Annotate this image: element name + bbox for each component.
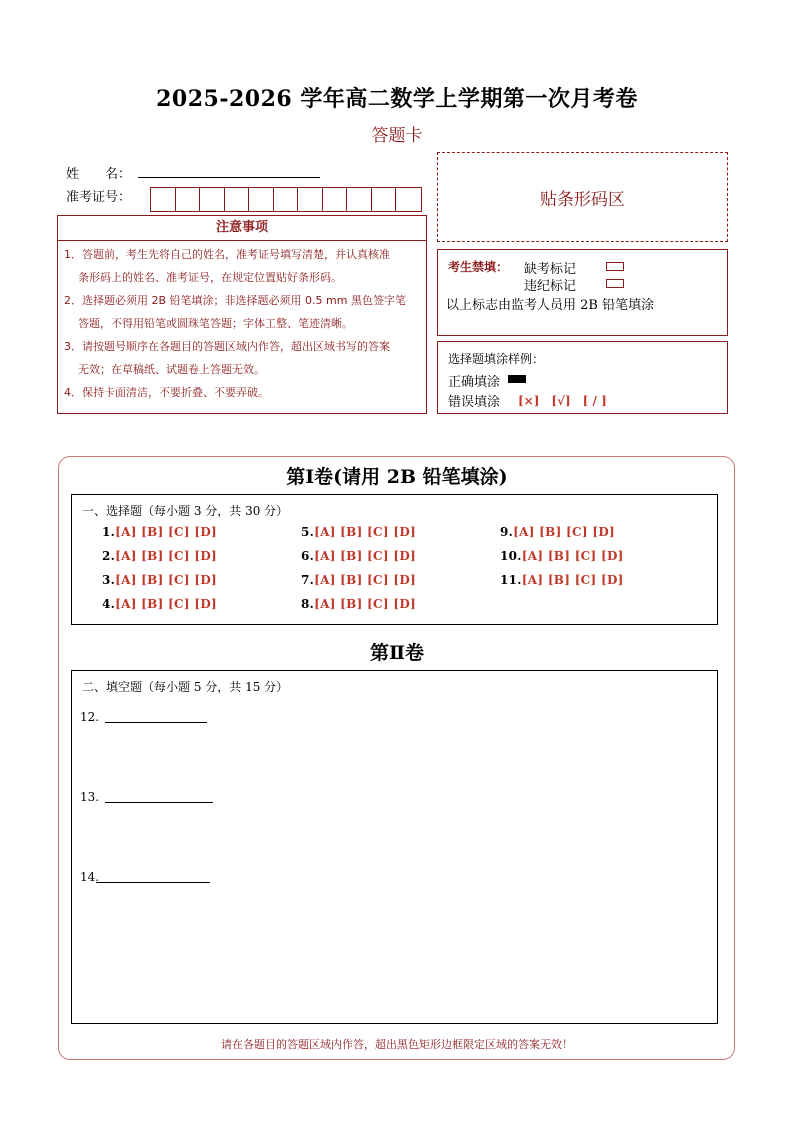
- choice-question[interactable]: [102, 525, 217, 539]
- blank-12-label: 12.: [80, 710, 100, 724]
- exam-id-cell[interactable]: [274, 188, 299, 211]
- absent-label: 缺考标记: [524, 262, 577, 277]
- exam-title: 2025-2026 学年高二数学上学期第一次月考卷: [156, 86, 638, 112]
- exam-id-cell[interactable]: [225, 188, 250, 211]
- exam-id-cell[interactable]: [200, 188, 225, 211]
- choice-question[interactable]: [301, 549, 416, 563]
- name-label: 姓 名：: [66, 167, 132, 182]
- question-number: 4.: [102, 597, 116, 611]
- part2-title: 第Ⅱ卷: [369, 642, 424, 664]
- answer-options[interactable]: [A] [B] [C] [D]: [314, 597, 417, 611]
- exam-id-cell[interactable]: [249, 188, 274, 211]
- answer-options[interactable]: [A] [B] [C] [D]: [115, 549, 218, 563]
- choice-question[interactable]: [102, 573, 217, 587]
- wrong-fill-label: 错误填涂: [448, 395, 501, 410]
- answer-options[interactable]: [A] [B] [C] [D]: [521, 573, 624, 587]
- question-number: 5.: [301, 525, 315, 539]
- answer-options[interactable]: [A] [B] [C] [D]: [115, 597, 218, 611]
- correct-fill-label: 正确填涂: [448, 375, 501, 390]
- answer-options[interactable]: [A] [B] [C] [D]: [314, 573, 417, 587]
- choice-question[interactable]: [301, 525, 416, 539]
- choice-question[interactable]: [102, 549, 217, 563]
- question-number: 10.: [500, 549, 522, 563]
- notice-line: 条形码上的姓名、准考证号，在规定位置贴好条形码。: [78, 271, 342, 284]
- violation-mark-box[interactable]: [606, 279, 624, 288]
- answer-sheet-subtitle: 答题卡: [371, 126, 423, 146]
- part1-title: 第Ⅰ卷(请用 2B 铅笔填涂): [286, 466, 508, 488]
- notice-line: 无效；在草稿纸、试题卷上答题无效。: [78, 363, 265, 376]
- exam-id-cell[interactable]: [396, 188, 421, 211]
- question-number: 11.: [500, 573, 522, 587]
- fill-in-box: [71, 670, 718, 1024]
- choice-question[interactable]: [500, 525, 615, 539]
- choice-question[interactable]: [102, 597, 217, 611]
- notice-line: 1．答题前，考生先将自己的姓名，准考证号填写清楚，并认真核准: [64, 248, 390, 261]
- notice-line: 3．请按题号顺序在各题目的答题区域内作答，超出区域书写的答案: [64, 340, 390, 353]
- correct-fill-example: [508, 375, 526, 383]
- exam-id-cell[interactable]: [347, 188, 372, 211]
- wrong-fill-examples: [×] [√] [ / ]: [518, 394, 607, 408]
- answer-options[interactable]: [A] [B] [C] [D]: [115, 525, 218, 539]
- blank-14-label: 14.: [80, 870, 100, 884]
- notice-item: [64, 381, 422, 404]
- answer-options[interactable]: [A] [B] [C] [D]: [521, 549, 624, 563]
- blank-13-line[interactable]: [105, 802, 213, 803]
- proctor-note: 以上标志由监考人员用 2B 铅笔填涂: [446, 298, 655, 313]
- notice-line: 答题，不得用铅笔或圆珠笔答题；字体工整、笔迹清晰。: [78, 317, 353, 330]
- exam-id-label: 准考证号：: [66, 190, 132, 205]
- name-field[interactable]: [138, 177, 320, 178]
- fill-sample-box: [437, 341, 728, 414]
- notice-heading: 注意事项: [58, 216, 426, 241]
- answer-options[interactable]: [A] [B] [C] [D]: [115, 573, 218, 587]
- fill-in-heading: 二、填空题（每小题 5 分，共 15 分）: [82, 680, 289, 694]
- proctor-heading: 考生禁填：: [448, 260, 509, 274]
- notice-box: [57, 215, 427, 414]
- exam-id-cell[interactable]: [323, 188, 348, 211]
- choice-question[interactable]: [301, 573, 416, 587]
- choice-question[interactable]: [500, 549, 624, 563]
- question-number: 3.: [102, 573, 116, 587]
- sample-heading: 选择题填涂样例：: [448, 352, 545, 366]
- barcode-label: 贴条形码区: [540, 189, 625, 210]
- question-number: 7.: [301, 573, 315, 587]
- question-number: 2.: [102, 549, 116, 563]
- violation-label: 违纪标记: [524, 279, 577, 294]
- answer-options[interactable]: [A] [B] [C] [D]: [314, 525, 417, 539]
- exam-id-cells[interactable]: [150, 187, 422, 212]
- barcode-area: [437, 152, 728, 242]
- choice-question[interactable]: [500, 573, 624, 587]
- proctor-only-box: [437, 249, 728, 336]
- answer-options[interactable]: [A] [B] [C] [D]: [513, 525, 616, 539]
- notice-item: [64, 243, 422, 289]
- blank-12-line[interactable]: [105, 722, 207, 723]
- footer-warning: 请在各题目的答题区域内作答，超出黑色矩形边框限定区域的答案无效！: [221, 1038, 573, 1051]
- notice-line: 2．选择题必须用 2B 铅笔填涂；非选择题必须用 0.5 mm 黑色签字笔: [64, 294, 406, 307]
- notice-line: 4．保持卡面清洁，不要折叠、不要弄破。: [64, 386, 269, 399]
- exam-id-cell[interactable]: [298, 188, 323, 211]
- question-number: 9.: [500, 525, 514, 539]
- exam-id-cell[interactable]: [176, 188, 201, 211]
- answer-options[interactable]: [A] [B] [C] [D]: [314, 549, 417, 563]
- question-number: 8.: [301, 597, 315, 611]
- multiple-choice-heading: 一、选择题（每小题 3 分，共 30 分）: [82, 504, 289, 518]
- notice-item: [64, 335, 422, 381]
- absent-mark-box[interactable]: [606, 262, 624, 271]
- blank-14-line[interactable]: [96, 882, 210, 883]
- question-number: 1.: [102, 525, 116, 539]
- blank-13-label: 13.: [80, 790, 100, 804]
- question-number: 6.: [301, 549, 315, 563]
- exam-id-cell[interactable]: [151, 188, 176, 211]
- choice-question[interactable]: [301, 597, 416, 611]
- exam-id-cell[interactable]: [372, 188, 397, 211]
- notice-item: [64, 289, 422, 335]
